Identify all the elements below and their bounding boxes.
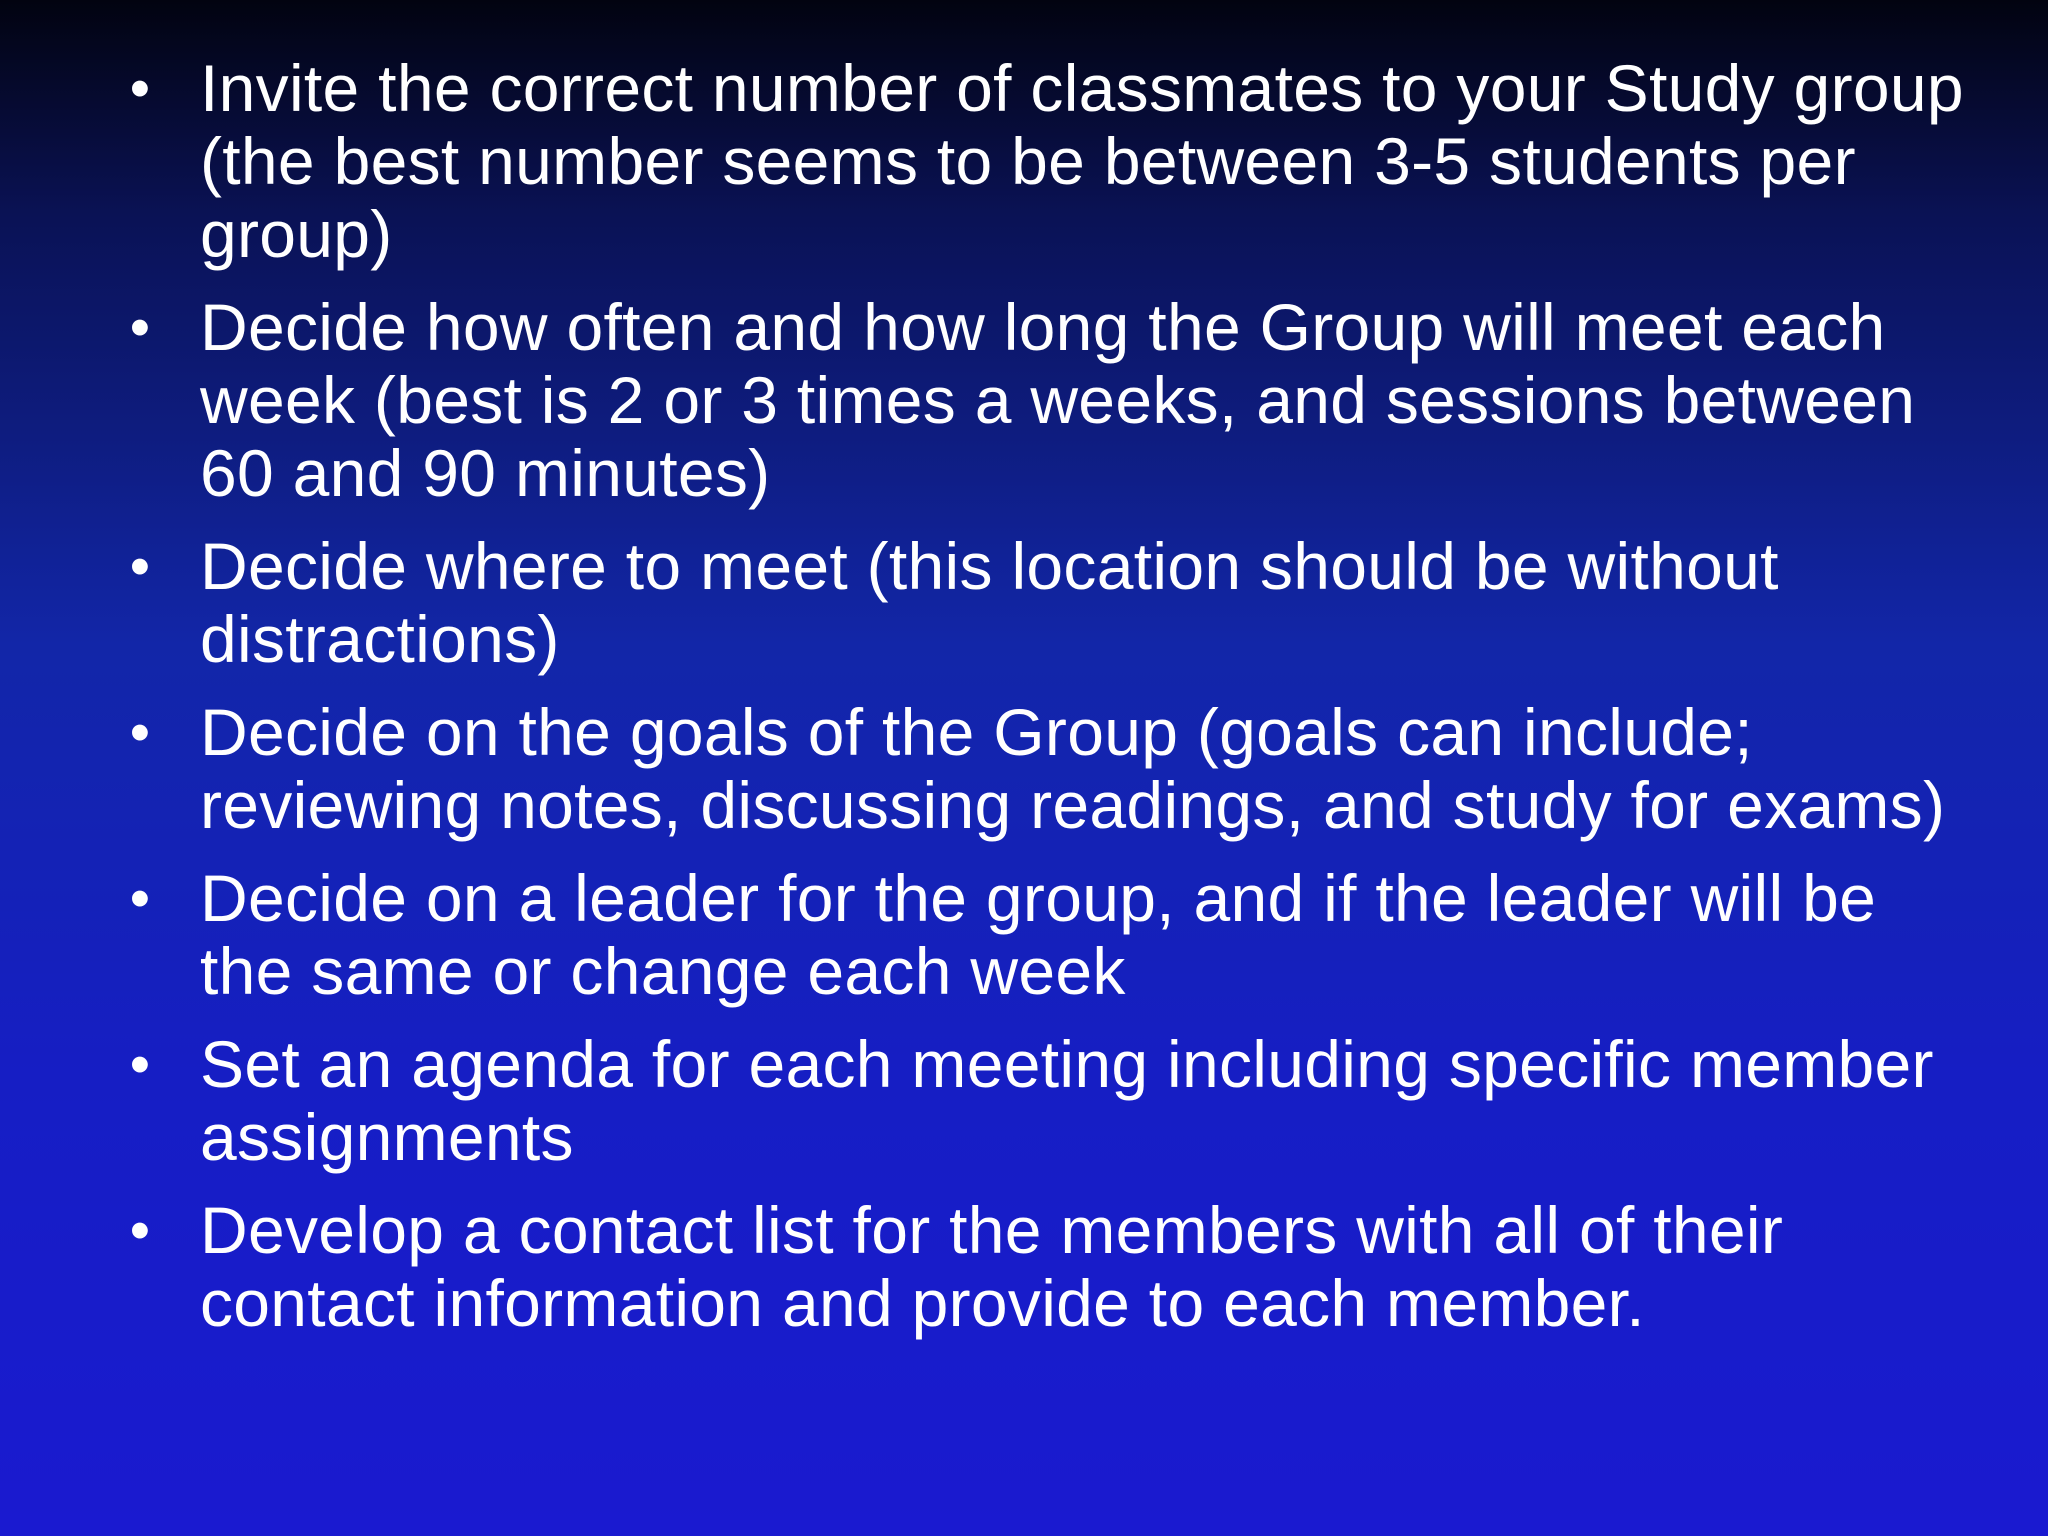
bullet-text: Invite the correct number of classmates to your Study group (the best number seems to be between 3-5 students per group) [200, 51, 1964, 271]
bullet-item [120, 1028, 1980, 1174]
bullet-icon: • [129, 700, 151, 765]
bullet-item [120, 530, 1980, 676]
bullet-text: Decide where to meet (this location should be without distractions) [200, 529, 1779, 676]
bullet-icon: • [129, 534, 151, 599]
bullet-text: Decide how often and how long the Group will meet each week (best is 2 or 3 times a weeks, and sessions between 60 and 90 minutes) [200, 290, 1916, 510]
bullet-icon: • [129, 866, 151, 931]
bullet-icon: • [129, 56, 151, 121]
bullet-item [120, 1194, 1980, 1340]
bullet-item [120, 291, 1980, 510]
bullet-text: Decide on the goals of the Group (goals can include; reviewing notes, discussing readings, and study for exams) [200, 695, 1946, 842]
bullet-list [120, 52, 1980, 1360]
bullet-item [120, 696, 1980, 842]
bullet-icon: • [129, 1032, 151, 1097]
bullet-icon: • [129, 295, 151, 360]
bullet-text: Decide on a leader for the group, and if the leader will be the same or change each week [200, 861, 1877, 1008]
bullet-text: Develop a contact list for the members with all of their contact information and provide to each member. [200, 1193, 1784, 1340]
bullet-item [120, 862, 1980, 1008]
bullet-text: Set an agenda for each meeting including specific member assignments [200, 1027, 1934, 1174]
bullet-icon: • [129, 1198, 151, 1263]
bullet-item [120, 52, 1980, 271]
